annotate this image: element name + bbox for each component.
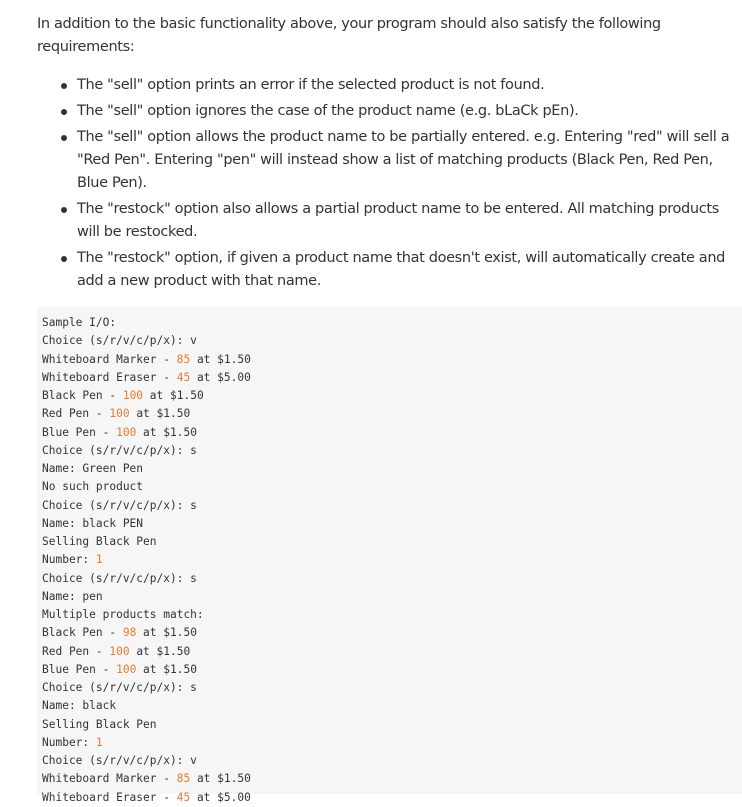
requirement-text: The "sell" option ignores the case of the product name (e.g. bLaCk pEn). (77, 103, 579, 119)
code-line: Black Pen - 98 at $1.50 (42, 626, 197, 640)
code-line: Choice (s/r/v/c/p/x): v (42, 754, 197, 767)
bullet-icon (61, 83, 67, 89)
code-line: Name: black (42, 699, 117, 713)
code-line: Red Pen - 100 at $1.50 (42, 644, 191, 658)
code-lines (37, 307, 742, 807)
list-item (37, 198, 735, 244)
code-line: Whiteboard Eraser - 45 at $5.00 (42, 790, 251, 804)
code-line: Selling Black Pen (42, 717, 157, 731)
list-item (37, 247, 735, 293)
bullet-icon (61, 109, 67, 115)
code-line: Blue Pen - 100 at $1.50 (42, 662, 197, 676)
code-line: Name: black PEN (42, 516, 144, 530)
code-line: No such product (42, 480, 144, 494)
list-item (37, 100, 735, 123)
code-line: Choice (s/r/v/c/p/x): s (42, 443, 197, 457)
bullet-icon (61, 135, 67, 141)
code-line: Number: 1 (42, 735, 103, 749)
requirement-text: The "sell" option prints an error if the selected product is not found. (77, 77, 545, 93)
bullet-icon (61, 256, 67, 262)
code-line: Choice (s/r/v/c/p/x): v (42, 334, 197, 348)
requirements-list (37, 74, 735, 293)
list-item (37, 74, 735, 97)
code-line: Whiteboard Marker - 85 at $1.50 (42, 352, 251, 366)
bullet-icon (61, 207, 67, 213)
list-item (37, 126, 735, 195)
code-line: Number: 1 (42, 553, 103, 567)
code-line: Name: Green Pen (42, 462, 144, 475)
code-line: Whiteboard Marker - 85 at $1.50 (42, 772, 251, 786)
code-line: Red Pen - 100 at $1.50 (42, 407, 191, 421)
code-line: Multiple products match: (42, 608, 204, 621)
code-line: Black Pen - 100 at $1.50 (42, 389, 204, 402)
code-line: Whiteboard Eraser - 45 at $5.00 (42, 370, 251, 384)
code-line: Name: pen (42, 589, 103, 603)
code-line: Choice (s/r/v/c/p/x): s (42, 498, 197, 512)
code-line: Sample I/O: (42, 316, 117, 329)
code-line: Choice (s/r/v/c/p/x): s (42, 571, 197, 585)
requirement-text: The "restock" option also allows a partial product name to be entered. All matching products will be restocked. (77, 201, 719, 240)
requirement-text: The "restock" option, if given a product name that doesn't exist, will automatically create and add a new product with that name. (77, 250, 726, 289)
code-line: Blue Pen - 100 at $1.50 (42, 425, 197, 439)
document-content (37, 13, 735, 296)
intro-paragraph: In addition to the basic functionality above, your program should also satisfy the following requirements: (37, 16, 661, 55)
sample-io-code-block (37, 307, 742, 804)
code-line: Selling Black Pen (42, 535, 157, 548)
code-line: Choice (s/r/v/c/p/x): s (42, 681, 197, 694)
requirement-text: The "sell" option allows the product name to be partially entered. e.g. Entering "red" will sell a "Red Pen". Entering "pen" will instead show a list of matching products (Black Pen, Red Pen, Blue Pen). (77, 129, 730, 191)
